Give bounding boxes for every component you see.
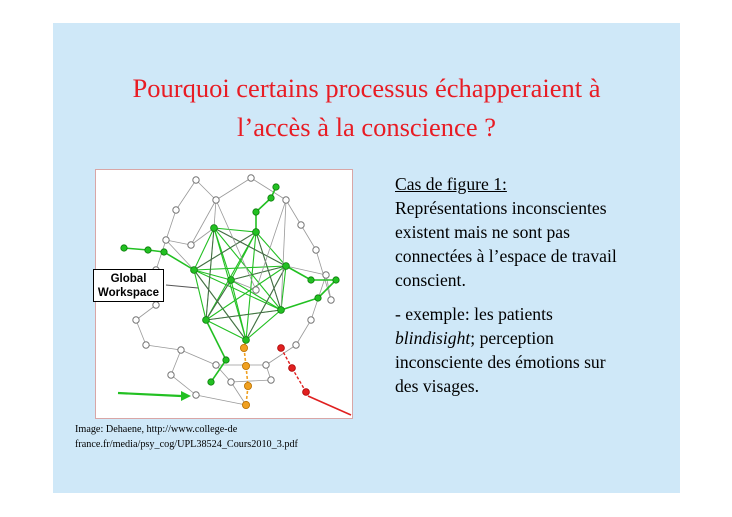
workspace-node [211,225,218,232]
gray-node [173,207,179,213]
green-link [206,320,226,360]
gray-node [308,317,314,323]
workspace-link [231,280,281,310]
network-link [181,350,216,365]
case-heading: Cas de figure 1: [395,174,507,194]
example-line-1: - exemple: les patients [395,304,553,324]
gray-node [193,177,199,183]
label-pointer [166,285,198,288]
case-line-2: existent mais ne sont pas [395,222,570,242]
global-workspace-label [93,269,164,302]
green-node [253,209,259,215]
gray-node [298,222,304,228]
network-link [146,345,181,350]
red-node [278,345,285,352]
workspace-node [228,277,235,284]
green-node [308,277,314,283]
network-link [176,180,196,210]
caption-line-2: france.fr/media/psy_cog/UPL38524_Cours2010_3.pdf [75,439,298,450]
green-node [333,277,339,283]
green-link [164,252,194,270]
gray-node [283,197,289,203]
gray-node [213,362,219,368]
case-line-4: conscient. [395,270,466,290]
example-line-3: inconsciente des émotions sur [395,352,606,372]
slide-body [395,172,675,398]
red-link [292,368,306,392]
slide-title [53,69,680,147]
gray-node [143,342,149,348]
workspace-link [194,270,246,340]
network-link [136,305,156,320]
network-link [286,266,326,275]
green-node [273,184,279,190]
network-link [231,380,271,382]
network-link [231,382,246,405]
green-node [145,247,151,253]
gray-node [228,379,234,385]
network-link [216,200,256,290]
example-block [395,302,675,398]
workspace-link [256,232,286,266]
gray-node [188,242,194,248]
workspace-link [231,280,246,340]
title-line-2: l’accès à la conscience ? [237,112,496,142]
gray-node [168,372,174,378]
gray-node [313,247,319,253]
slide [53,23,680,493]
orange-node [240,344,247,351]
workspace-node [191,267,198,274]
green-node [268,195,274,201]
network-link [281,200,286,310]
green-arrow-head [181,391,191,401]
workspace-link [206,320,246,340]
case-line-3: connectées à l’espace de travail [395,246,617,266]
network-link [136,320,146,345]
title-line-1: Pourquoi certains processus échapperaient à [132,73,601,103]
workspace-node [253,229,260,236]
green-node [161,249,167,255]
global-workspace-label-line-2: Workspace [97,287,160,299]
gray-node [328,297,334,303]
gray-node [163,237,169,243]
network-link [171,375,196,395]
orange-node [242,362,249,369]
green-input-arrow [118,393,181,396]
green-link [286,266,311,280]
gray-node [253,287,259,293]
network-link [196,180,216,200]
green-node [121,245,127,251]
network-link [214,200,216,228]
workspace-node [283,263,290,270]
example-italic-term: blindisight [395,328,471,348]
global-workspace-label-line-1: Global [110,273,147,285]
gray-node [263,362,269,368]
workspace-node [243,337,250,344]
green-link [318,280,336,298]
example-line-2-rest: ; perception [470,328,554,348]
gray-node [323,272,329,278]
example-line-2 [395,326,675,350]
caption-line-1: Image: Dehaene, http://www.college-de [75,424,238,435]
gray-node [293,342,299,348]
gray-node [153,302,159,308]
green-node [223,357,229,363]
network-link [301,225,316,250]
gray-node [213,197,219,203]
global-workspace-network-figure [95,169,353,419]
gray-node [248,175,254,181]
network-link [171,350,181,375]
network-link [286,200,301,225]
red-node [289,365,296,372]
workspace-link [206,266,286,320]
gray-node [133,317,139,323]
network-link [166,210,176,240]
orange-node [244,382,251,389]
workspace-link [206,310,281,320]
image-caption [75,422,335,452]
example-line-4: des visages. [395,376,480,396]
green-link [124,248,148,250]
green-node [315,295,321,301]
gray-node [193,392,199,398]
red-input-arrow [308,396,351,415]
network-link [191,200,216,245]
orange-node [242,401,249,408]
network-link [216,178,251,200]
network-link [196,395,246,405]
network-link [296,320,311,345]
gray-node [178,347,184,353]
workspace-node [203,317,210,324]
workspace-node [278,307,285,314]
case-line-1: Représentations inconscientes [395,198,607,218]
green-link [281,298,318,310]
green-node [208,379,214,385]
red-node [303,389,310,396]
gray-node [268,377,274,383]
